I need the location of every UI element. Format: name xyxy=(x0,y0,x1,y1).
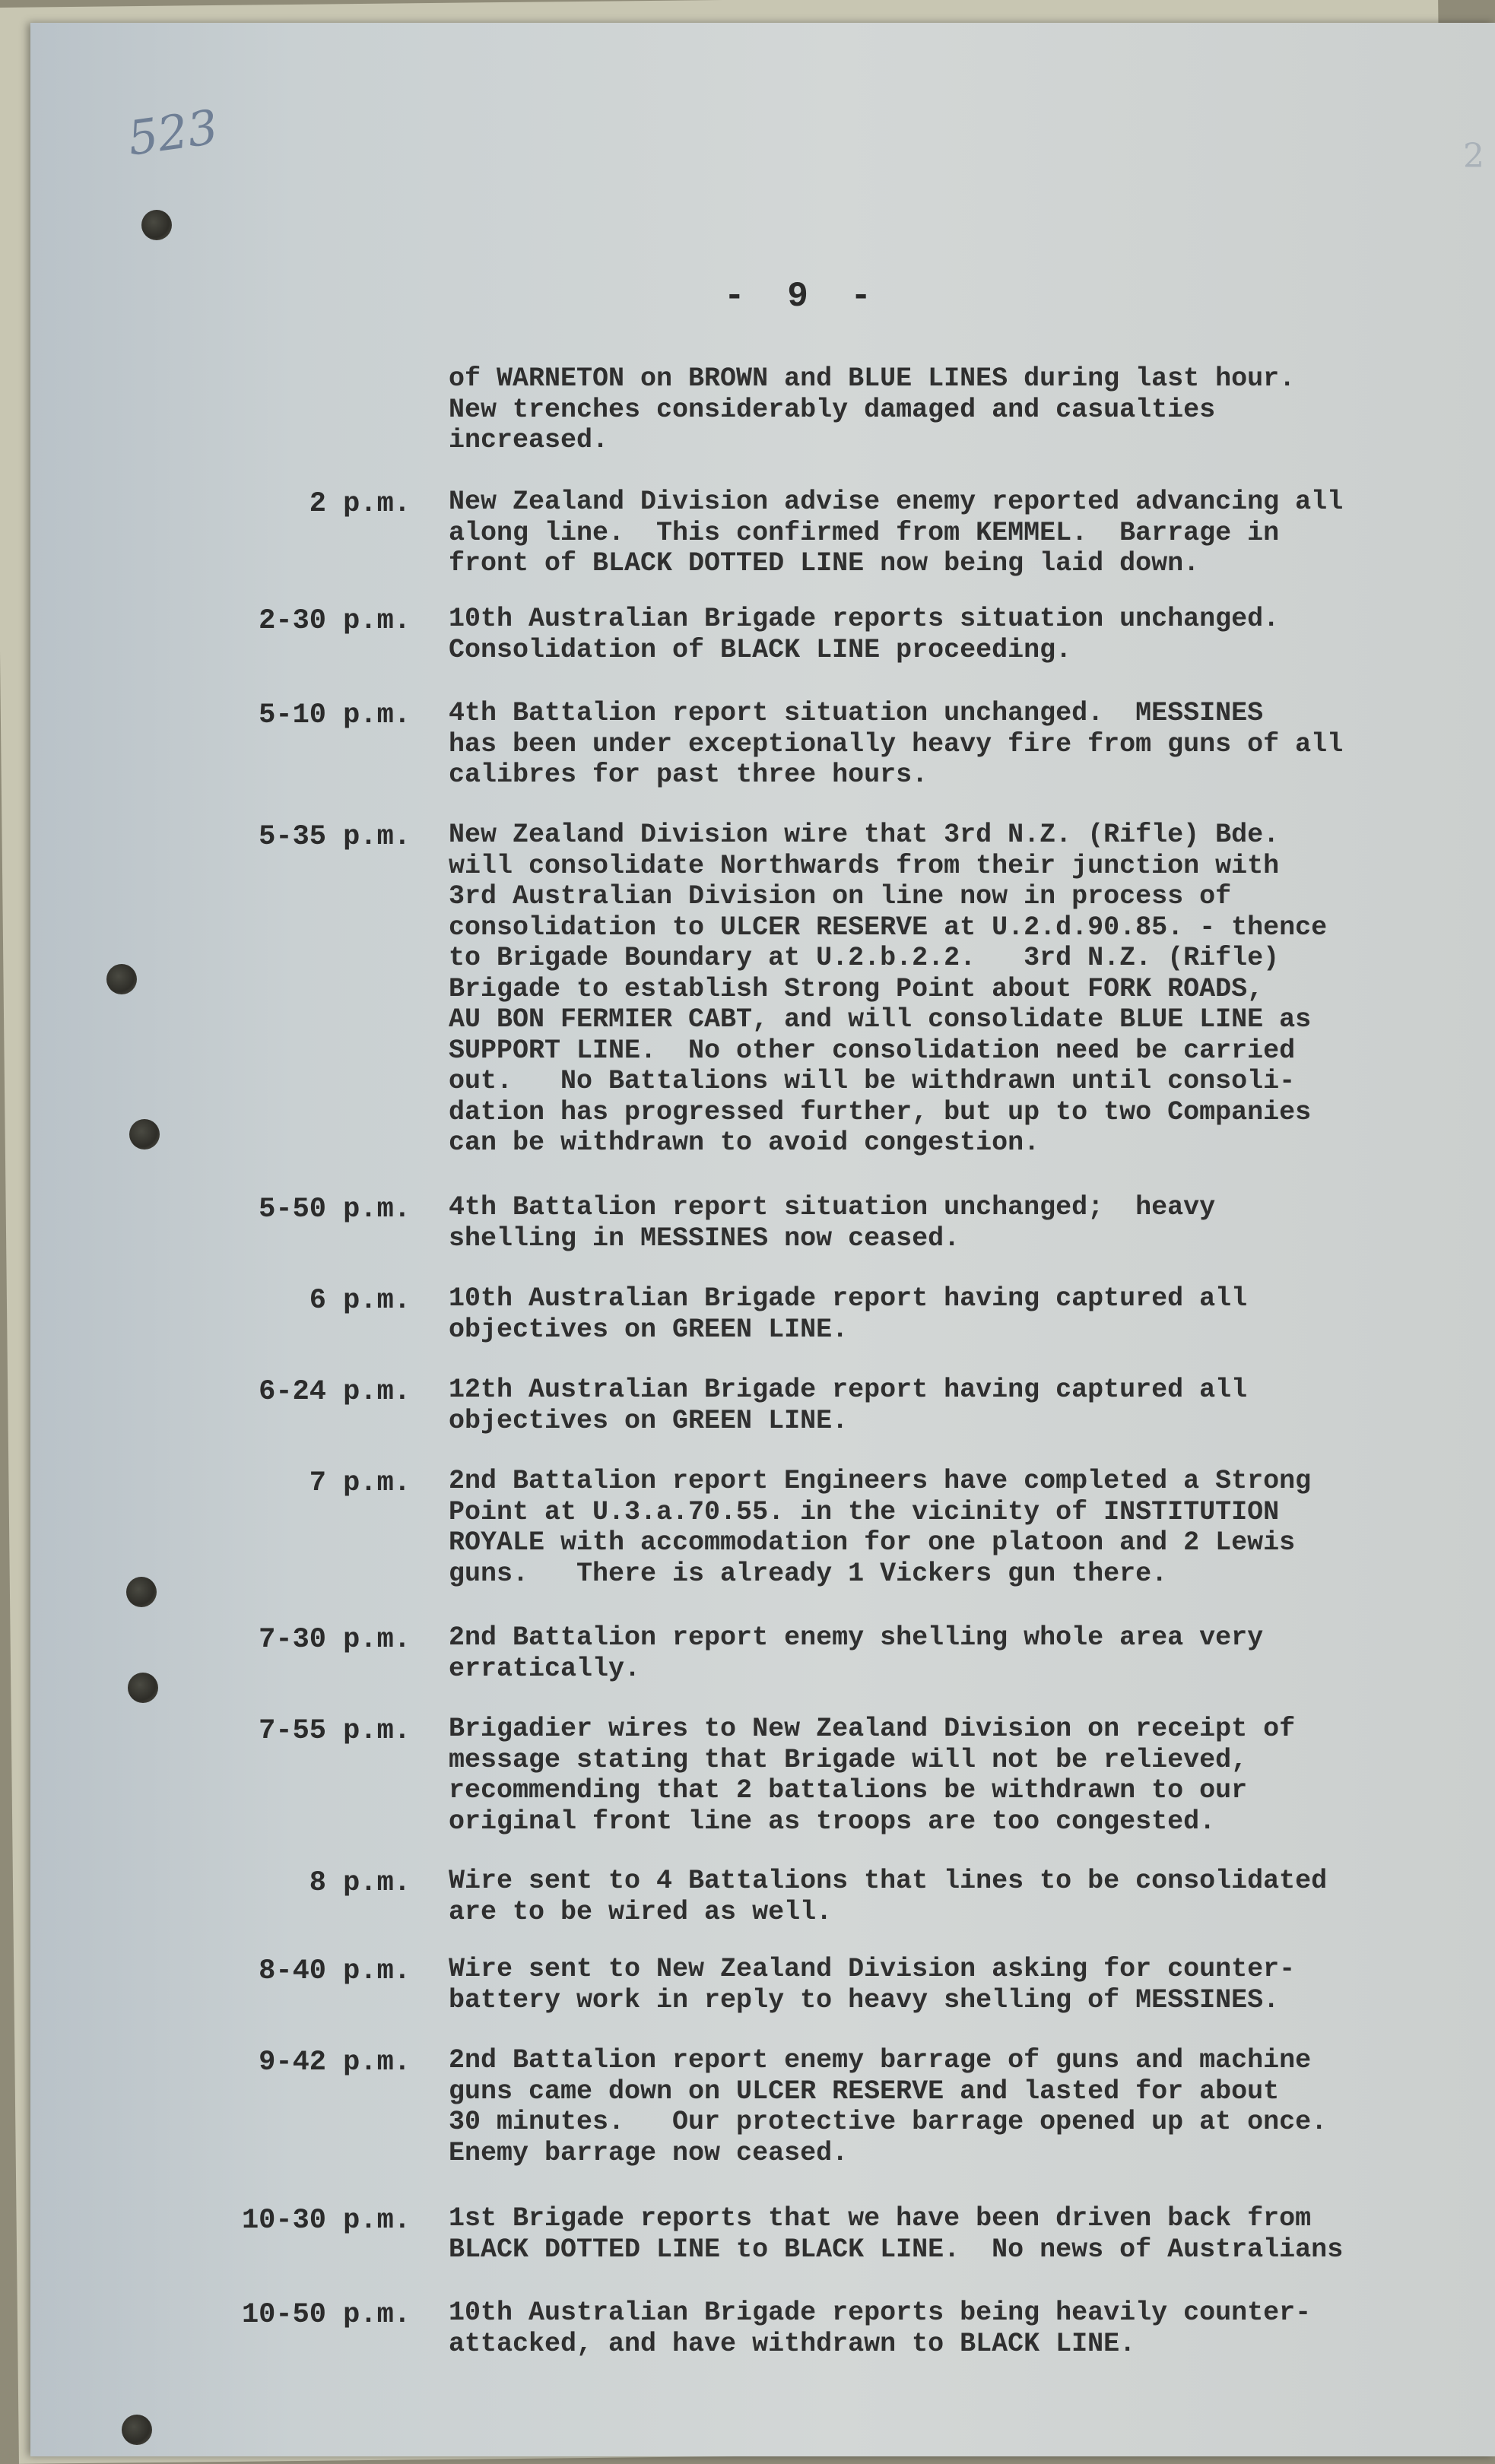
entry-text: Wire sent to New Zealand Division asking for counter- battery work in reply to heavy shelling of MESSINES. xyxy=(449,1954,1296,2015)
entry-text: 2nd Battalion report enemy shelling whole area very erratically. xyxy=(449,1622,1264,1684)
entry-text: Wire sent to 4 Battalions that lines to be consolidated are to be wired as well. xyxy=(449,1866,1328,1927)
punch-hole xyxy=(141,210,172,240)
punch-hole xyxy=(126,1577,157,1607)
entry-text: 2nd Battalion report Engineers have completed a Strong Point at U.3.a.70.55. in the vicinity of INSTITUTION ROYALE with accommodation for one platoon and 2 Lewis guns. There is already 1 Vickers gun there. xyxy=(449,1466,1312,1589)
entry-text: Brigadier wires to New Zealand Division on receipt of message stating that Brigade will not be relieved, recommending that 2 battalions be withdrawn to our original front line as troops are too congested. xyxy=(449,1714,1296,1837)
entry-text: 10th Australian Brigade reports being heavily counter- attacked, and have withdrawn to BLACK LINE. xyxy=(449,2298,1312,2359)
entry-time: 9-42 p.m. xyxy=(259,2047,411,2079)
entry-time: 5-10 p.m. xyxy=(259,699,411,731)
page-number: - 9 - xyxy=(724,277,883,316)
punch-hole xyxy=(122,2415,152,2445)
entry-time: 6-24 p.m. xyxy=(259,1376,411,1408)
entry-text: 12th Australian Brigade report having captured all objectives on GREEN LINE. xyxy=(449,1375,1248,1436)
entry-time: 10-30 p.m. xyxy=(241,2205,411,2237)
entry-time: 8-40 p.m. xyxy=(259,1955,411,1987)
entry-time: 7 p.m. xyxy=(309,1467,411,1499)
entry-time: 2-30 p.m. xyxy=(259,605,411,637)
entry-time: 6 p.m. xyxy=(309,1285,411,1317)
entry-text: 1st Brigade reports that we have been driven back from BLACK DOTTED LINE to BLACK LINE. No news of Australians xyxy=(449,2203,1344,2265)
entry-text: 4th Battalion report situation unchanged; heavy shelling in MESSINES now ceased. xyxy=(449,1192,1216,1254)
corner-mark: 2 xyxy=(1463,137,1484,176)
entry-time: 10-50 p.m. xyxy=(241,2299,411,2331)
entry-text: 2nd Battalion report enemy barrage of guns and machine guns came down on ULCER RESERVE and lasted for about 30 minutes. Our protective barrage opened up at once. Enemy barrage now ceased. xyxy=(449,2045,1328,2168)
entry-time: 5-50 p.m. xyxy=(259,1194,411,1226)
entry-text: 10th Australian Brigade report having captured all objectives on GREEN LINE. xyxy=(449,1283,1248,1345)
entry-time: 7-55 p.m. xyxy=(259,1715,411,1747)
entry-time: 7-30 p.m. xyxy=(259,1624,411,1656)
entry-text: 4th Battalion report situation unchanged. MESSINES has been under exceptionally heavy fire from guns of all calibres for past three hours. xyxy=(449,698,1344,790)
entry-time: 8 p.m. xyxy=(309,1867,411,1899)
entry-text: New Zealand Division wire that 3rd N.Z. (Rifle) Bde. will consolidate Northwards from their junction with 3rd Australian Division on line now in process of consolidation to ULCER RESERVE at U.2.d.90.85. - thence to Brigade Boundary at U.2.b.2.2. 3rd N.Z. (Rifle) Brigade to establish Strong Point about FORK ROADS, AU BON FERMIER CABT, and will consolidate BLUE LINE as SUPPORT LINE. No other consolidation need be carried out. No Battalions will be withdrawn until consoli- dation has progressed further, but up to two Companies can be withdrawn to avoid congestion. xyxy=(449,820,1328,1158)
punch-hole xyxy=(129,1119,160,1150)
punch-hole xyxy=(128,1673,158,1703)
folio-number: 523 xyxy=(124,99,221,166)
continuation-text: of WARNETON on BROWN and BLUE LINES during last hour. New trenches considerably damaged and casualties increased. xyxy=(449,363,1296,455)
entry-time: 5-35 p.m. xyxy=(259,821,411,853)
entry-time: 2 p.m. xyxy=(309,488,411,520)
entry-text: New Zealand Division advise enemy reported advancing all along line. This confirmed from KEMMEL. Barrage in front of BLACK DOTTED LINE now being laid down. xyxy=(449,487,1344,579)
punch-hole xyxy=(106,964,137,994)
entry-text: 10th Australian Brigade reports situation unchanged. Consolidation of BLACK LINE proceeding. xyxy=(449,604,1280,665)
